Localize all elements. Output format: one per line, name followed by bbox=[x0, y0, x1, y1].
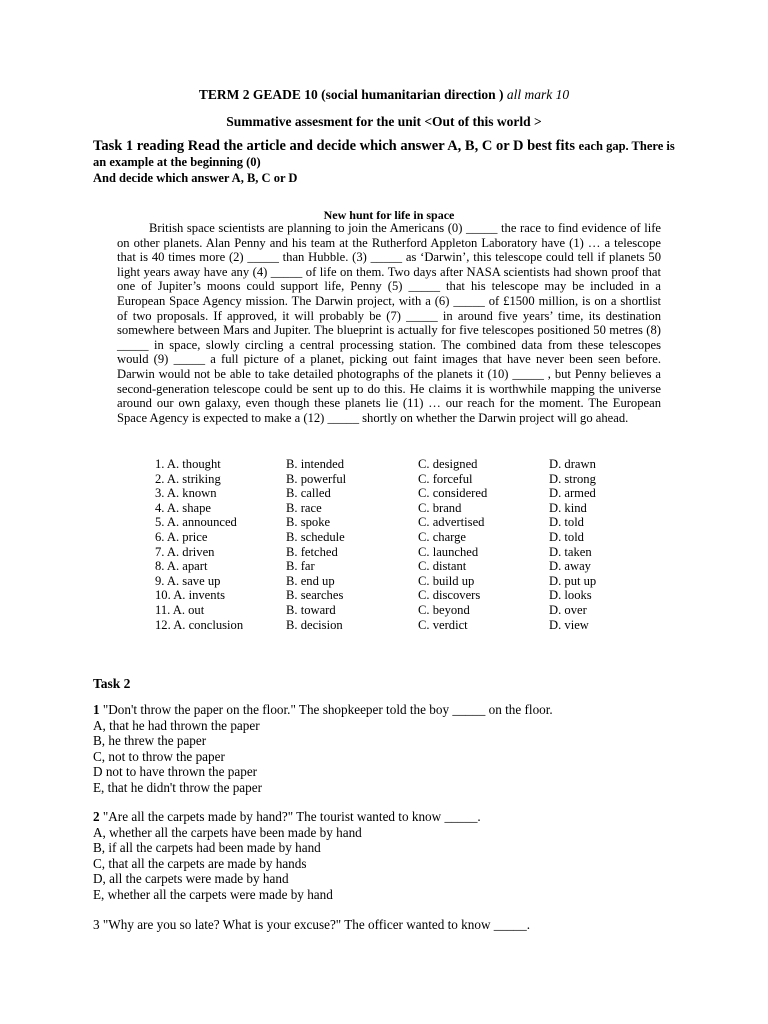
option-c: C. forceful bbox=[418, 471, 473, 486]
option-a: 2. A. striking bbox=[155, 471, 221, 486]
article-title: New hunt for life in space bbox=[323, 208, 455, 222]
question-option: B, if all the carpets had been made by hand bbox=[93, 840, 321, 856]
option-a: 6. A. price bbox=[155, 529, 208, 544]
option-b: B. far bbox=[286, 559, 315, 574]
question-stem bbox=[93, 702, 673, 718]
options-row bbox=[155, 457, 615, 472]
option-b: B. powerful bbox=[286, 471, 347, 486]
option-c: C. considered bbox=[418, 486, 488, 501]
question-option: E, that he didn't throw the paper bbox=[93, 779, 263, 795]
question-stem bbox=[93, 917, 673, 933]
task1-heading-line3: And decide which answer A, B, C or D bbox=[93, 171, 298, 185]
option-c: C. distant bbox=[418, 559, 467, 574]
task1-heading-small: each gap. There is bbox=[578, 139, 675, 153]
option-d: D. drawn bbox=[549, 457, 596, 471]
option-c: C. build up bbox=[418, 573, 475, 588]
option-a: 4. A. shape bbox=[155, 500, 211, 515]
page-title-mark: all mark 10 bbox=[506, 87, 570, 102]
question-option: C, that all the carpets are made by hands bbox=[93, 855, 307, 871]
question-text: "Why are you so late? What is your excuse?" The officer wanted to know _____. bbox=[102, 917, 531, 932]
task1-instructions bbox=[93, 138, 683, 186]
options-row bbox=[155, 559, 615, 574]
options-row bbox=[155, 472, 615, 487]
options-row bbox=[155, 588, 615, 603]
option-c: C. verdict bbox=[418, 617, 468, 632]
option-c: C. designed bbox=[418, 457, 478, 471]
question-option: B, he threw the paper bbox=[93, 733, 207, 749]
option-b: B. spoke bbox=[286, 515, 331, 530]
option-d: D. over bbox=[549, 602, 587, 617]
page-title-main: TERM 2 GEADE 10 (social humanitarian direction ) bbox=[198, 87, 504, 102]
option-b: B. toward bbox=[286, 602, 336, 617]
option-b: B. fetched bbox=[286, 544, 338, 559]
option-c: C. charge bbox=[418, 529, 467, 544]
question-2 bbox=[93, 809, 673, 903]
question-number: 1 bbox=[93, 702, 100, 717]
option-d: D. strong bbox=[549, 471, 596, 486]
question-text: "Don't throw the paper on the floor." The shopkeeper told the boy _____ on the floor. bbox=[102, 702, 553, 717]
option-d: D. taken bbox=[549, 544, 592, 559]
option-b: B. called bbox=[286, 486, 331, 501]
option-a: 5. A. announced bbox=[155, 515, 237, 530]
task1-heading-main: Task 1 reading Read the article and decide which answer A, B, C or D best fits bbox=[93, 138, 576, 154]
option-b: B. searches bbox=[286, 588, 344, 603]
question-option: D, all the carpets were made by hand bbox=[93, 871, 289, 887]
task2-heading: Task 2 bbox=[93, 676, 131, 691]
question-number: 3 bbox=[93, 917, 100, 932]
option-d: D. away bbox=[549, 559, 591, 574]
answer-options-table bbox=[155, 457, 615, 632]
option-d: D. view bbox=[549, 617, 589, 632]
option-d: D. told bbox=[549, 529, 584, 544]
option-b: B. decision bbox=[286, 617, 343, 632]
option-b: B. intended bbox=[286, 457, 345, 471]
question-option: A, whether all the carpets have been made by hand bbox=[93, 824, 362, 840]
option-b: B. schedule bbox=[286, 529, 345, 544]
page-title bbox=[0, 86, 768, 104]
options-row bbox=[155, 501, 615, 516]
task1-heading-line2: an example at the beginning (0) bbox=[93, 155, 261, 169]
question-3 bbox=[93, 917, 673, 933]
option-a: 11. A. out bbox=[155, 602, 205, 617]
option-c: C. advertised bbox=[418, 515, 485, 530]
options-row bbox=[155, 545, 615, 560]
question-option: D not to have thrown the paper bbox=[93, 764, 258, 780]
option-a: 1. A. thought bbox=[155, 457, 221, 471]
options-row bbox=[155, 486, 615, 501]
option-c: C. brand bbox=[418, 500, 462, 515]
option-c: C. launched bbox=[418, 544, 479, 559]
options-row bbox=[155, 603, 615, 618]
option-a: 7. A. driven bbox=[155, 544, 215, 559]
option-d: D. armed bbox=[549, 486, 596, 501]
options-row bbox=[155, 515, 615, 530]
options-row bbox=[155, 574, 615, 589]
question-option: C, not to throw the paper bbox=[93, 748, 225, 764]
option-d: D. put up bbox=[549, 573, 597, 588]
task1-heading-line1 bbox=[93, 138, 683, 154]
question-stem bbox=[93, 809, 673, 825]
page-subtitle: Summative assesment for the unit <Out of this world > bbox=[226, 114, 542, 129]
option-a: 12. A. conclusion bbox=[155, 617, 244, 632]
option-d: D. looks bbox=[549, 588, 592, 603]
article-text: British space scientists are planning to join the Americans (0) _____ the race to find evidence of life on other planets. Alan Penny and his team at the Rutherford Appleton Laboratory have (1) … a telescope that is 40 times more (2) _____ than Hubble. (3) _____ as ‘Darwin’, this telescope could tell if planets 50 light years away have any (4) _____ of life on them. Two days after NASA scientists had shown proof that one of Jupiter’s moons could support life, Penny (5) _____ that his telescope may be included in a European Space Agency mission. The Darwin project, with a (6) _____ of £1500 million, is on a shortlist of two proposals. If approved, it will probably be (7) _____ in around five years’ time, its destination somewhere between Mars and Jupiter. The blueprint is actually for five telescopes positioned 50 metres (8) _____ in space, slowly circling a central processing station. The combined data from these telescopes would (9) _____ a full picture of a planet, picking out faint images that have never been seen before. Darwin would not be able to take detailed photographs of the planets it (10) _____ , but Penny believes a second-generation telescope could be sent up to do this. He claims it is worthwhile mapping the universe around our own galaxy, even though these planets lie (11) … our reach for the moment. The European Space Agency is expected to make a (12) _____ shortly on whether the Darwin project will go ahead. bbox=[117, 221, 661, 425]
question-text: "Are all the carpets made by hand?" The tourist wanted to know _____. bbox=[102, 809, 481, 824]
option-d: D. told bbox=[549, 515, 584, 530]
option-b: B. race bbox=[286, 500, 322, 515]
options-row bbox=[155, 530, 615, 545]
option-b: B. end up bbox=[286, 573, 335, 588]
options-row bbox=[155, 618, 615, 633]
question-option: E, whether all the carpets were made by hand bbox=[93, 886, 333, 902]
option-d: D. kind bbox=[549, 500, 587, 515]
question-number: 2 bbox=[93, 809, 100, 824]
option-c: C. beyond bbox=[418, 602, 470, 617]
option-a: 3. A. known bbox=[155, 486, 217, 501]
option-a: 9. A. save up bbox=[155, 573, 221, 588]
question-option: A, that he had thrown the paper bbox=[93, 717, 260, 733]
option-a: 10. A. invents bbox=[155, 588, 225, 603]
question-1 bbox=[93, 702, 673, 796]
option-c: C. discovers bbox=[418, 588, 481, 603]
option-a: 8. A. apart bbox=[155, 559, 208, 574]
